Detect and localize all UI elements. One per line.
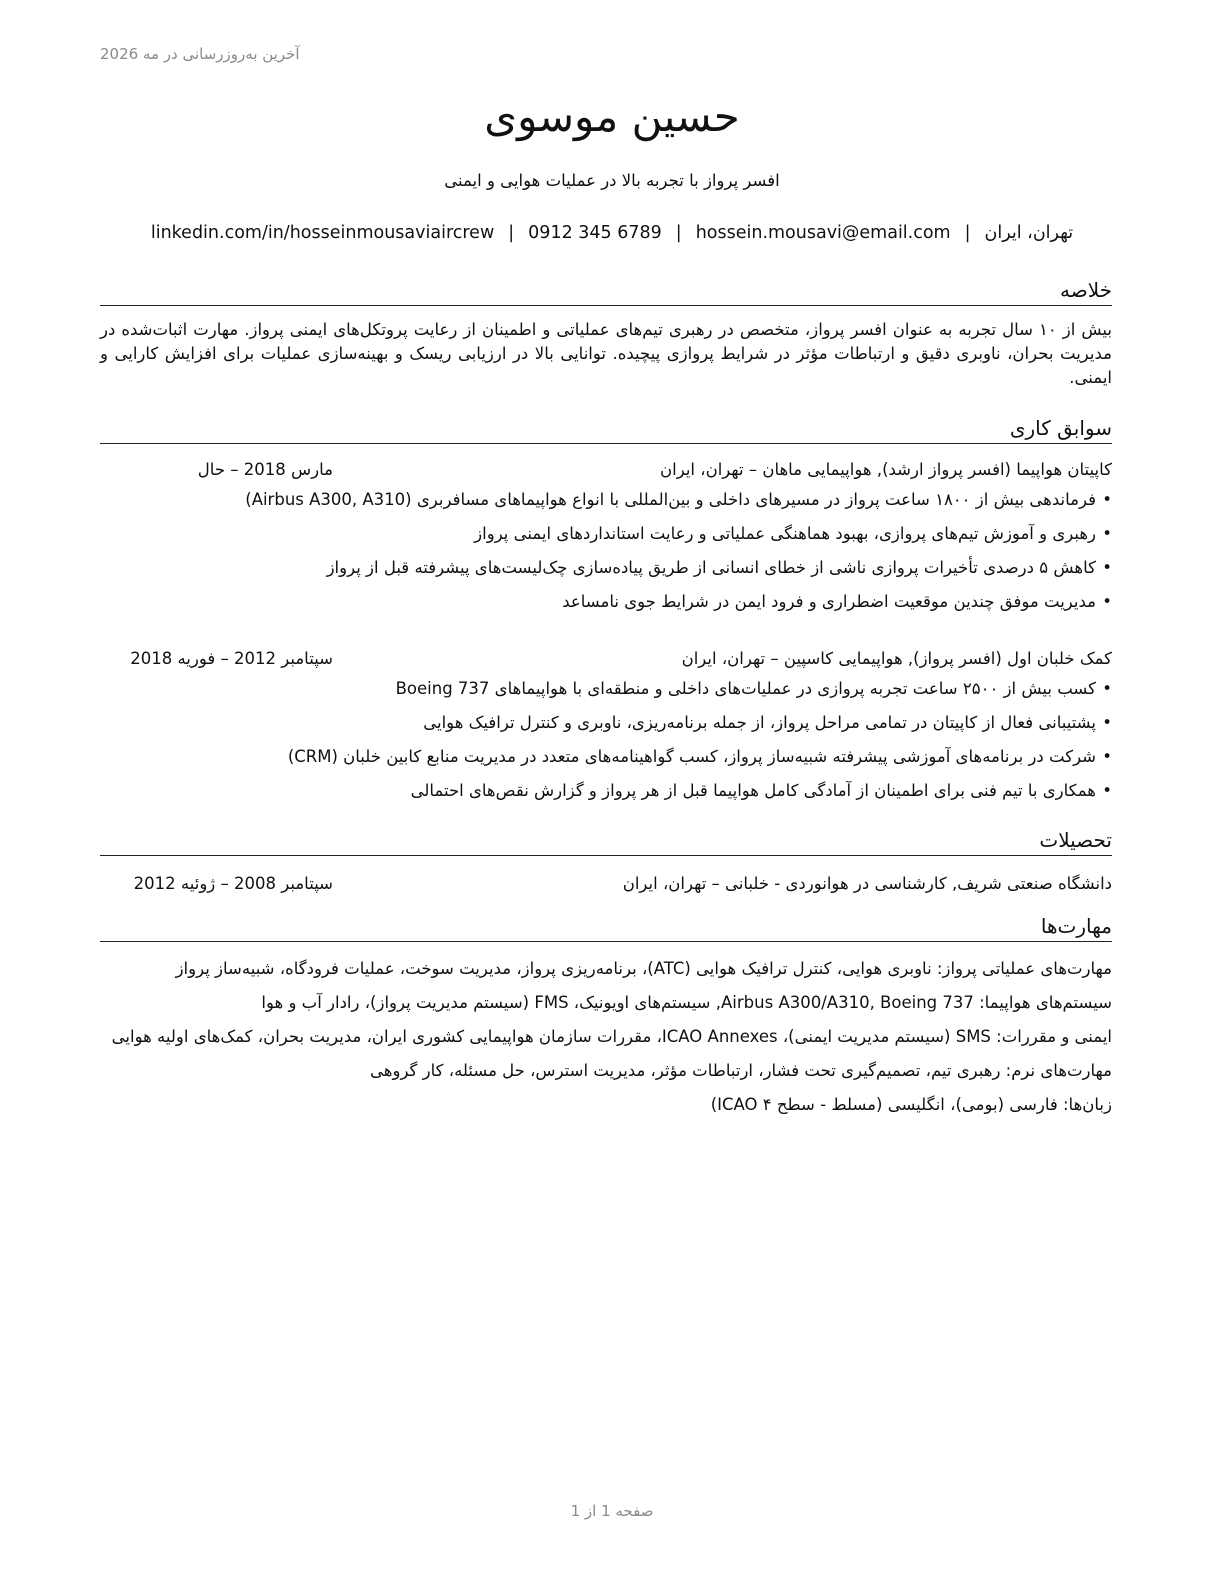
- skill-line: سیستم‌های هواپیما: Airbus A300/A310, Boeing 737, سیستم‌های اویونیک، FMS (سیستم مدیریت پرواز)، رادار آب و هوا: [261, 993, 1112, 1012]
- contact-email[interactable]: hossein.mousavi@email.com: [695, 223, 951, 243]
- bullet-marker: •: [1102, 713, 1112, 732]
- section-title-education: تحصیلات: [100, 827, 1112, 856]
- contact-location: تهران، ایران: [984, 223, 1074, 243]
- list-item: [100, 522, 1112, 556]
- bullet-marker: •: [1102, 679, 1112, 698]
- contact-phone[interactable]: 0912 345 6789: [528, 223, 662, 243]
- education-dates: سپتامبر 2008 – ژوئیه 2012: [133, 874, 333, 893]
- bullet-marker: •: [1102, 781, 1112, 800]
- bullet-text: کسب بیش از ۲۵۰۰ ساعت تجربه پروازی در عملیات‌های داخلی و منطقه‌ای با هواپیماهای Boeing 737: [395, 679, 1096, 698]
- page-number: صفحه 1 از 1: [570, 1502, 654, 1520]
- bullet-text: شرکت در برنامه‌های آموزشی پیشرفته شبیه‌ساز پرواز، کسب گواهینامه‌های متعدد در مدیریت منابع کابین خلبان (CRM): [287, 747, 1096, 766]
- bullet-text: رهبری و آموزش تیم‌های پروازی، بهبود هماهنگی عملیاتی و رعایت استانداردهای ایمنی پرواز: [474, 524, 1096, 543]
- education-title: دانشگاه صنعتی شریف, کارشناسی در هوانوردی - خلبانی – تهران، ایران: [622, 874, 1112, 893]
- list-item: [100, 488, 1112, 522]
- section-title-experience: سوابق کاری: [100, 415, 1112, 444]
- contact-separator: |: [964, 223, 971, 243]
- skill-line: زبان‌ها: فارسی (بومی)، انگلیسی (مسلط - سطح ۴ ICAO): [710, 1095, 1112, 1114]
- bullet-marker: •: [1102, 747, 1112, 766]
- job-dates: مارس 2018 – حال: [197, 460, 333, 479]
- bullet-marker: •: [1102, 524, 1112, 543]
- skill-line: مهارت‌های نرم: رهبری تیم، تصمیم‌گیری تحت فشار، ارتباطات مؤثر، مدیریت استرس، حل مسئله، کار گروهی: [370, 1061, 1112, 1080]
- list-item: [100, 711, 1112, 745]
- job-bullets: [100, 488, 1112, 624]
- skills-list: [100, 957, 1112, 1127]
- job-title: کمک خلبان اول (افسر پرواز), هواپیمایی کاسپین – تهران، ایران: [681, 649, 1112, 668]
- contact-separator: |: [675, 223, 682, 243]
- skill-line: مهارت‌های عملیاتی پرواز: ناوبری هوایی، کنترل ترافیک هوایی (ATC)، برنامه‌ریزی پرواز، مدیریت سوخت، عملیات فرودگاه، شبیه‌ساز پرواز: [175, 959, 1112, 978]
- job-title: کاپیتان هواپیما (افسر پرواز ارشد), هواپیمایی ماهان – تهران، ایران: [660, 460, 1112, 479]
- list-item: [100, 745, 1112, 779]
- bullet-text: مدیریت موفق چندین موقعیت اضطراری و فرود ایمن در شرایط جوی نامساعد: [562, 592, 1096, 611]
- skill-line: ایمنی و مقررات: SMS (سیستم مدیریت ایمنی)، ICAO Annexes، مقررات سازمان هواپیمایی کشوری ایران، مدیریت بحران، کمک‌های اولیه هوایی: [111, 1027, 1112, 1046]
- summary-paragraph: بیش از ۱۰ سال تجربه به عنوان افسر پرواز، متخصص در رهبری تیم‌های عملیاتی و اطمینان از رعایت پروتکل‌های ایمنی پرواز. مهارت اثبات‌شده در مدیریت بحران، ناوبری دقیق و ارتباطات مؤثر در شرایط پروازی پیچیده. توانایی بالا در ارزیابی ریسک و بهینه‌سازی عملیات برای افزایش کارایی و ایمنی.: [100, 320, 1113, 387]
- bullet-text: کاهش ۵ درصدی تأخیرات پروازی ناشی از خطای انسانی از طریق پیاده‌سازی چک‌لیست‌های پیشرفته قبل از پرواز: [326, 558, 1096, 577]
- list-item: [100, 677, 1112, 711]
- bullet-text: فرماندهی بیش از ۱۸۰۰ ساعت پرواز در مسیرهای داخلی و بین‌المللی با انواع هواپیماهای مسافربری (Airbus A300, A310): [245, 490, 1096, 509]
- job-dates: سپتامبر 2012 – فوریه 2018: [130, 649, 333, 668]
- job-bullets: [100, 677, 1112, 813]
- last-updated-note: آخرین به‌روزرسانی در مه 2026: [100, 45, 300, 63]
- bullet-marker: •: [1102, 592, 1112, 611]
- bullet-marker: •: [1102, 490, 1112, 509]
- section-title-summary: خلاصه: [100, 277, 1112, 306]
- contact-separator: |: [508, 223, 515, 243]
- bullet-text: همکاری با تیم فنی برای اطمینان از آمادگی کامل هواپیما قبل از هر پرواز و گزارش نقص‌های احتمالی: [410, 781, 1096, 800]
- list-item: [100, 779, 1112, 813]
- bullet-marker: •: [1102, 558, 1112, 577]
- candidate-name: حسین موسوی: [484, 92, 740, 141]
- bullet-text: پشتیبانی فعال از کاپیتان در تمامی مراحل پرواز، از جمله برنامه‌ریزی، ناوبری و کنترل ترافیک هوایی: [423, 713, 1096, 732]
- contact-line: [0, 223, 1224, 243]
- contact-linkedin[interactable]: linkedin.com/in/hosseinmousaviaircrew: [150, 223, 495, 243]
- section-title-skills: مهارت‌ها: [100, 913, 1112, 942]
- candidate-tagline: افسر پرواز با تجربه بالا در عملیات هوایی و ایمنی: [444, 171, 780, 190]
- list-item: [100, 590, 1112, 624]
- list-item: [100, 556, 1112, 590]
